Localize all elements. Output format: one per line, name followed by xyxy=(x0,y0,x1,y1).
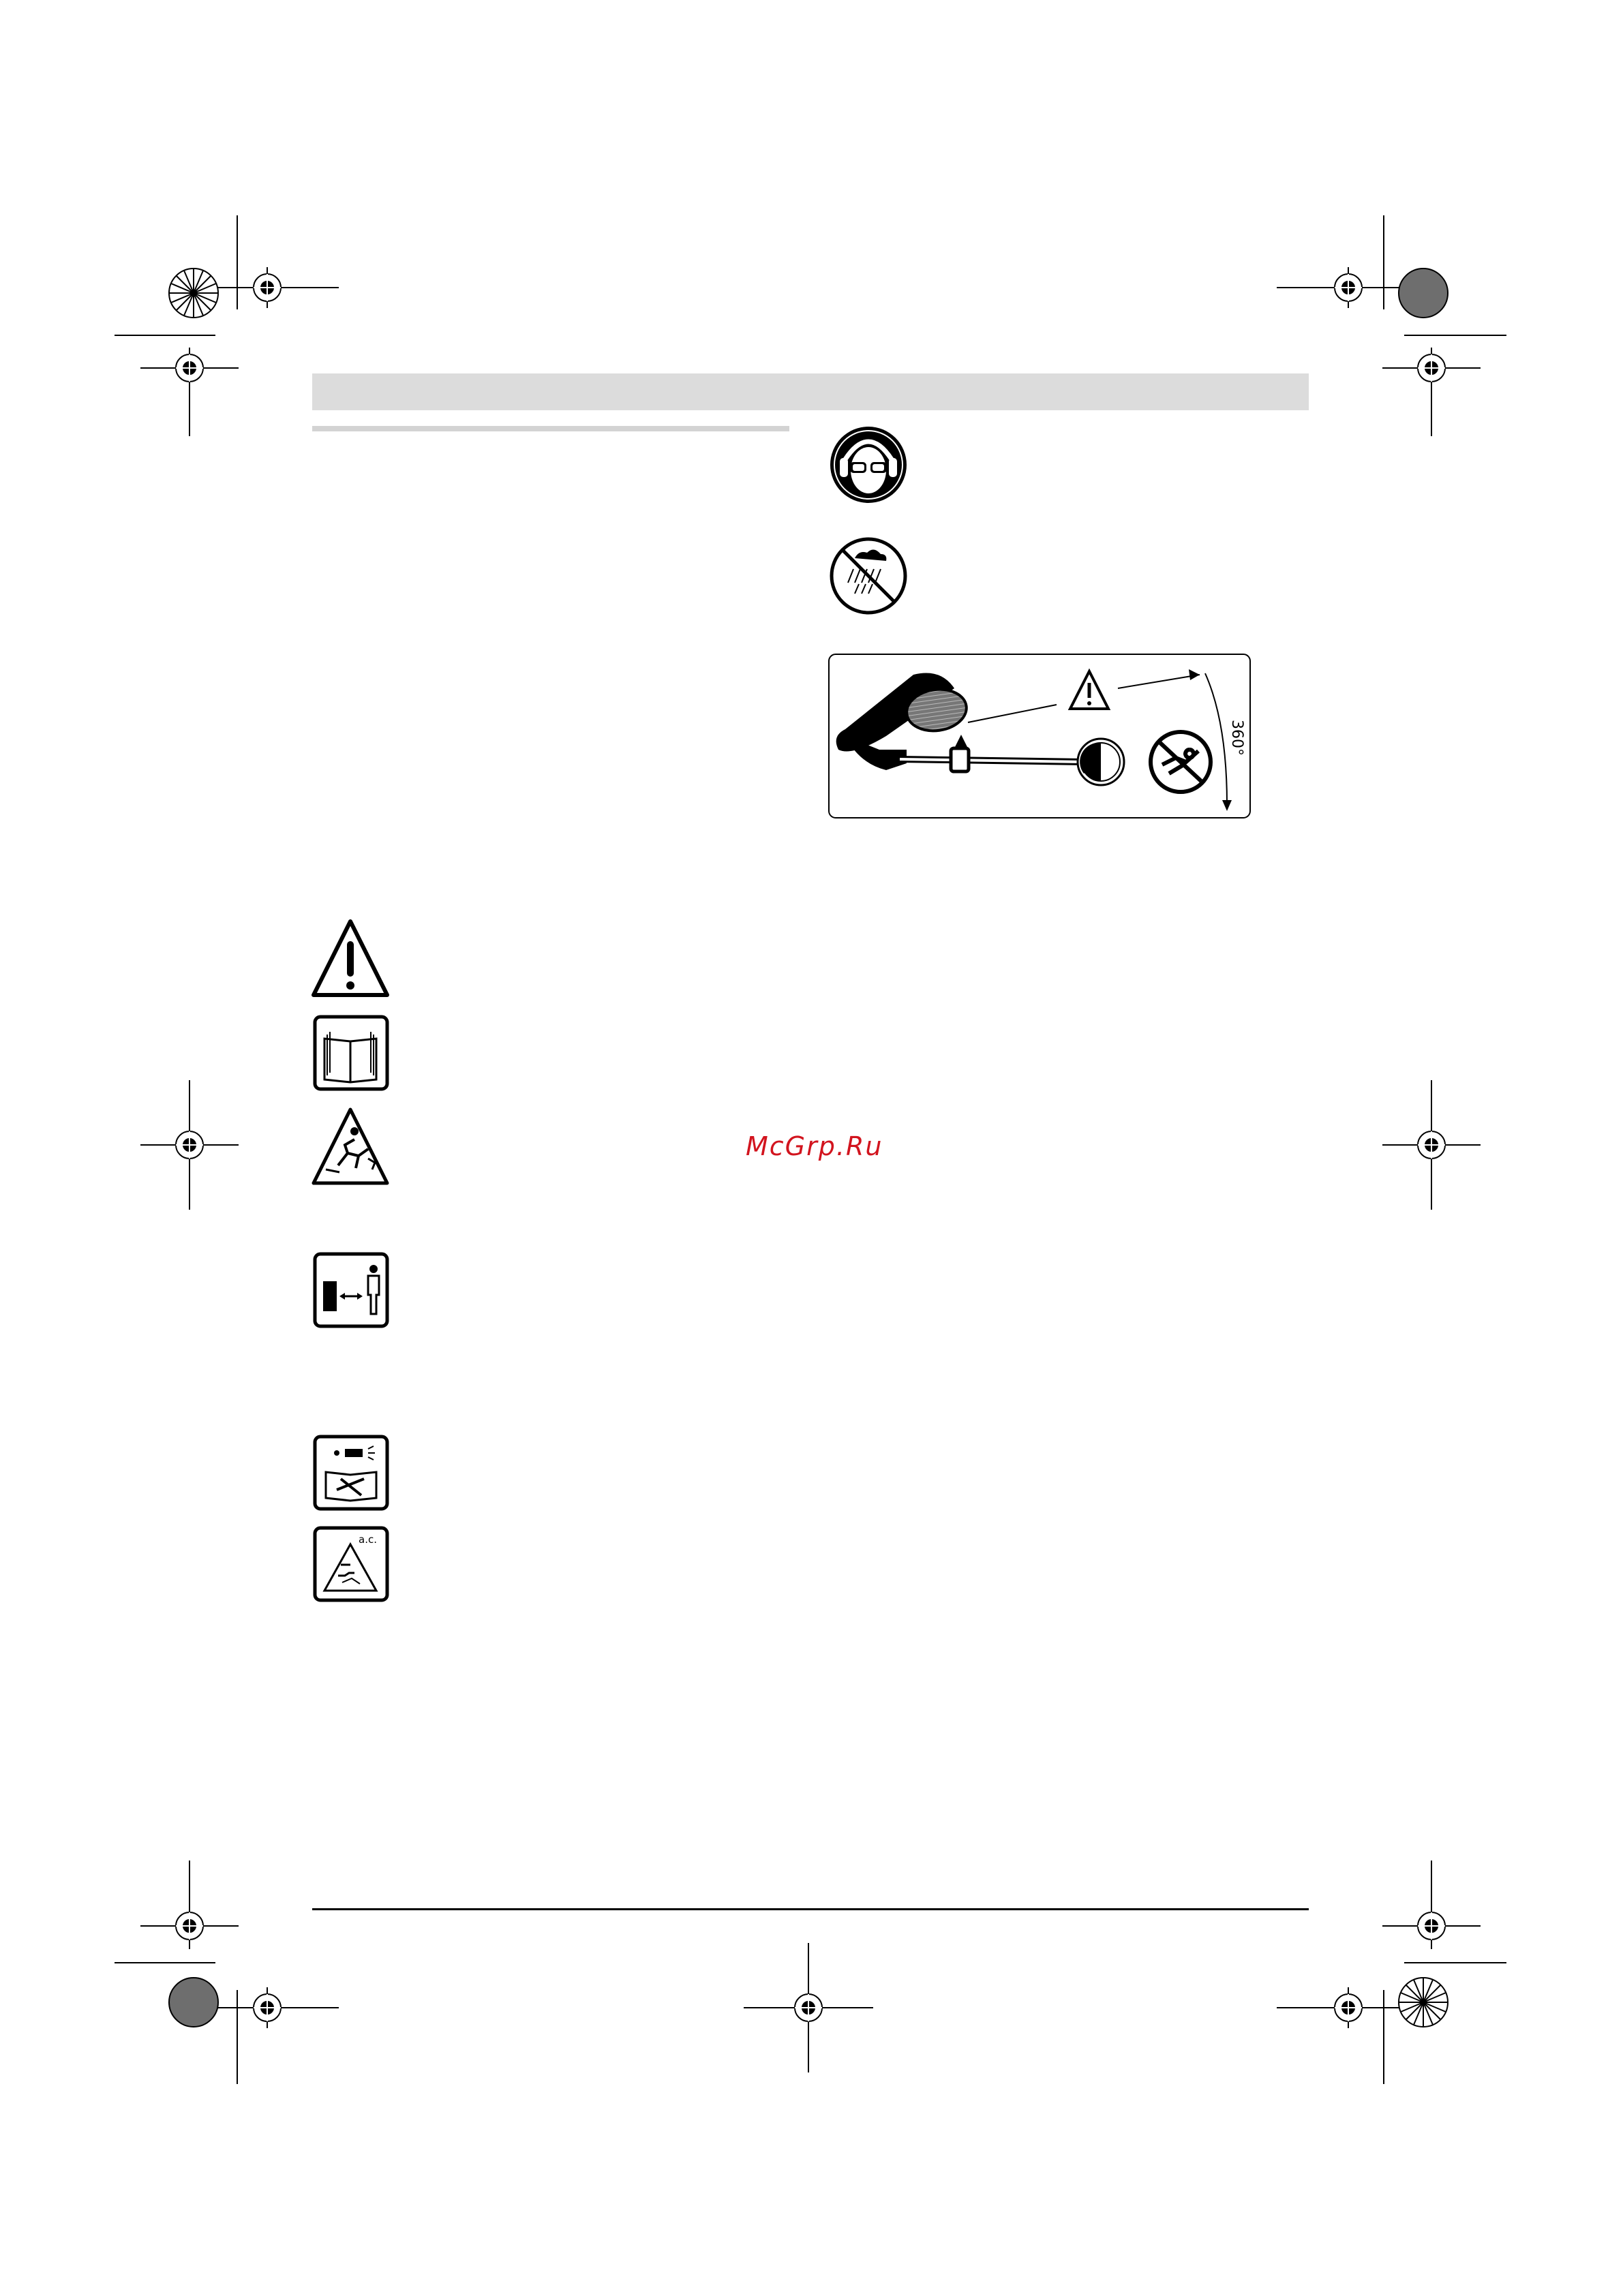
bystander-distance-icon xyxy=(315,1254,387,1326)
svg-text:a.c.: a.c. xyxy=(359,1533,377,1546)
read-manual-icon xyxy=(315,1017,387,1089)
trimmer-warning-label-icon xyxy=(829,654,1250,818)
ear-eye-protection-icon xyxy=(830,427,907,503)
thrown-objects-icon xyxy=(314,1109,387,1183)
ac-power-icon xyxy=(315,1528,387,1600)
angle-label: 360° xyxy=(1228,720,1245,756)
warning-triangle-icon xyxy=(314,921,387,995)
no-rain-icon xyxy=(832,539,905,613)
maintenance-manual-icon xyxy=(315,1437,387,1509)
watermark: McGrp.Ru xyxy=(746,1131,883,1161)
